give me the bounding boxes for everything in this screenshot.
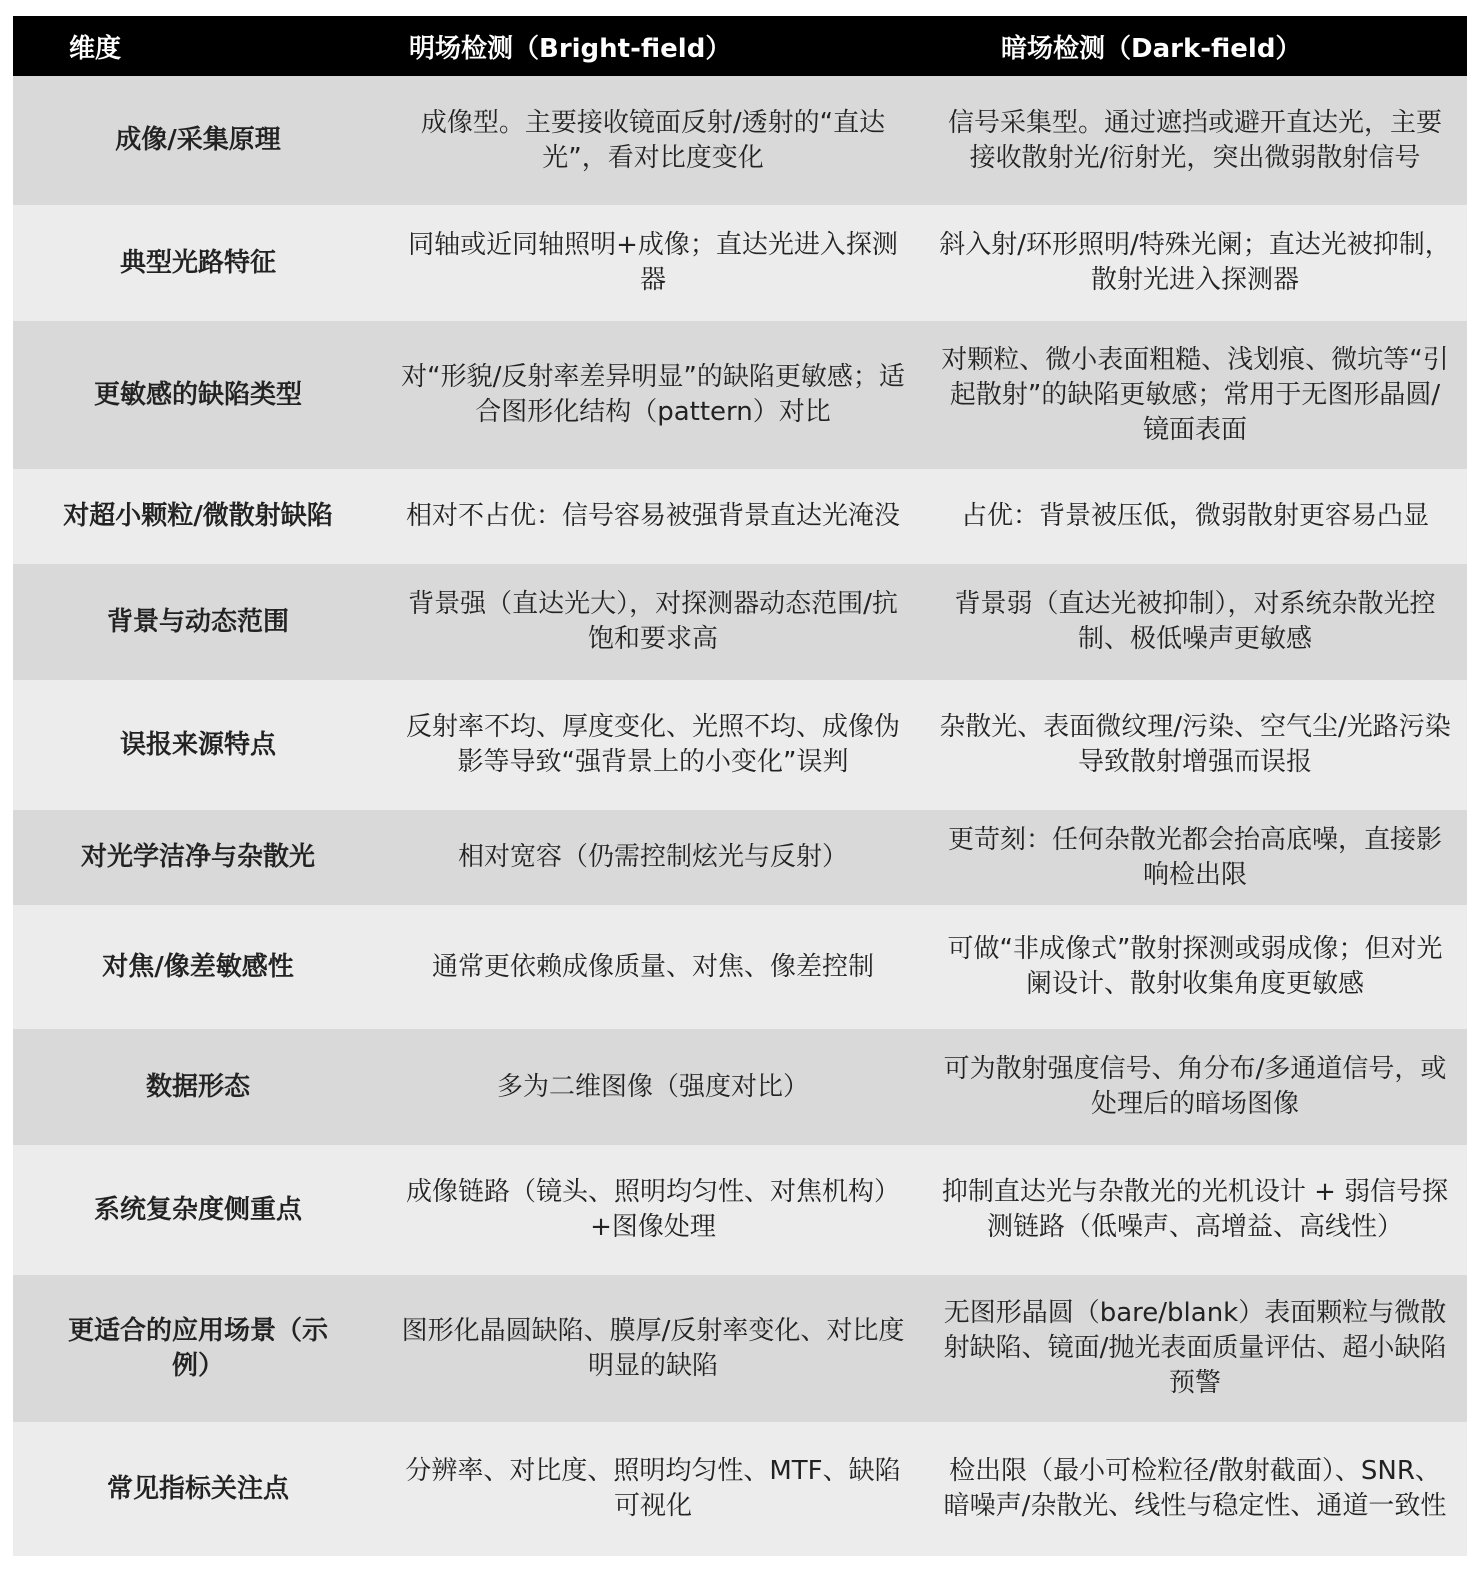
dark-field-cell: 杂散光、表面微纹理/污染、空气尘/光路污染导致散射增强而误报: [939, 712, 1451, 777]
table-row: [13, 76, 1467, 205]
table-row: [13, 1422, 1467, 1556]
dimension-cell: 对光学洁净与杂散光: [80, 842, 315, 872]
bright-field-cell: 同轴或近同轴照明+成像；直达光进入探测器: [408, 230, 898, 295]
header-dimension: 维度: [69, 33, 122, 64]
comparison-table: [13, 16, 1467, 1556]
table-row: [13, 1029, 1467, 1145]
bright-field-cell: 成像链路（镜头、照明均匀性、对焦机构）+图像处理: [405, 1177, 900, 1242]
bright-field-cell: 成像型。主要接收镜面反射/透射的“直达光”，看对比度变化: [420, 107, 886, 173]
header-row: [13, 16, 1467, 76]
header-dark-field: 暗场检测（Dark-field）: [1001, 33, 1302, 64]
table-row: [13, 810, 1467, 905]
table-row: [13, 1145, 1467, 1275]
header-bright-field: 明场检测（Bright-field）: [409, 33, 732, 64]
dimension-cell: 常见指标关注点: [106, 1473, 289, 1504]
table-row: [13, 469, 1467, 564]
bright-field-cell: 通常更依赖成像质量、对焦、像差控制: [431, 951, 874, 982]
dark-field-cell: 无图形晶圆（bare/blank）表面颗粒与微散射缺陷、镜面/抛光表面质量评估、超小缺陷预警: [943, 1298, 1447, 1398]
dark-field-cell: 信号采集型。通过遮挡或避开直达光，主要接收散射光/衍射光，突出微弱散射信号: [947, 107, 1442, 173]
bright-field-cell: 反射率不均、厚度变化、光照不均、成像伪影等导致“强背景上的小变化”误判: [405, 712, 900, 777]
dimension-cell: 典型光路特征: [119, 247, 276, 278]
bright-field-cell: 多为二维图像（强度对比）: [496, 1071, 809, 1102]
dark-field-cell: 对颗粒、微小表面粗糙、浅划痕、微坑等“引起散射”的缺陷更敏感；常用于无图形晶圆/镜面表面: [941, 344, 1449, 445]
dark-field-cell: 抑制直达光与杂散光的光机设计 + 弱信号探测链路（低噪声、高增益、高线性）: [941, 1177, 1449, 1242]
dark-field-cell: 可为散射强度信号、角分布/多通道信号，或处理后的暗场图像: [943, 1054, 1447, 1119]
dark-field-cell: 检出限（最小可检粒径/散射截面）、SNR、暗噪声/杂散光、线性与稳定性、通道一致性: [943, 1456, 1447, 1521]
table-row: [13, 905, 1467, 1029]
table-row: [13, 680, 1467, 810]
dimension-cell: 成像/采集原理: [115, 125, 281, 155]
bright-field-cell: 背景强（直达光大），对探测器动态范围/抗饱和要求高: [408, 589, 898, 654]
table-row: [13, 564, 1467, 680]
table-row: [13, 205, 1467, 321]
table-row: [13, 1275, 1467, 1422]
dimension-cell: 更适合的应用场景（示例）: [67, 1315, 328, 1381]
dimension-cell: 数据形态: [145, 1071, 250, 1102]
table-row: [13, 321, 1467, 469]
bright-field-cell: 相对不占优：信号容易被强背景直达光淹没: [405, 501, 900, 531]
dark-field-cell: 背景弱（直达光被抑制），对系统杂散光控制、极低噪声更敏感: [954, 589, 1436, 654]
table-header: [13, 16, 1467, 76]
dark-field-cell: 可做“非成像式”散射探测或弱成像；但对光阑设计、散射收集角度更敏感: [947, 934, 1443, 999]
dark-field-cell: 更苛刻：任何杂散光都会抬高底噪，直接影响检出限: [947, 824, 1442, 890]
dimension-cell: 对超小颗粒/微散射缺陷: [63, 501, 333, 531]
dimension-cell: 更敏感的缺陷类型: [93, 379, 302, 410]
bright-field-cell: 相对宽容（仍需控制炫光与反射）: [457, 842, 848, 872]
dimension-cell: 系统复杂度侧重点: [93, 1194, 302, 1225]
bright-field-cell: 分辨率、对比度、照明均匀性、MTF、缺陷可视化: [405, 1456, 901, 1521]
dimension-cell: 误报来源特点: [119, 729, 276, 760]
dark-field-cell: 斜入射/环形照明/特殊光阑；直达光被抑制，散射光进入探测器: [939, 230, 1451, 295]
bright-field-cell: 图形化晶圆缺陷、膜厚/反射率变化、对比度明显的缺陷: [401, 1315, 905, 1381]
dimension-cell: 背景与动态范围: [106, 606, 289, 637]
bright-field-cell: 对“形貌/反射率差异明显”的缺陷更敏感；适合图形化结构（pattern）对比: [401, 362, 905, 427]
dimension-cell: 对焦/像差敏感性: [102, 951, 294, 982]
table-body: [13, 76, 1467, 1556]
comparison-table-container: [13, 16, 1467, 1556]
dark-field-cell: 占优：背景被压低，微弱散射更容易凸显: [960, 501, 1429, 531]
